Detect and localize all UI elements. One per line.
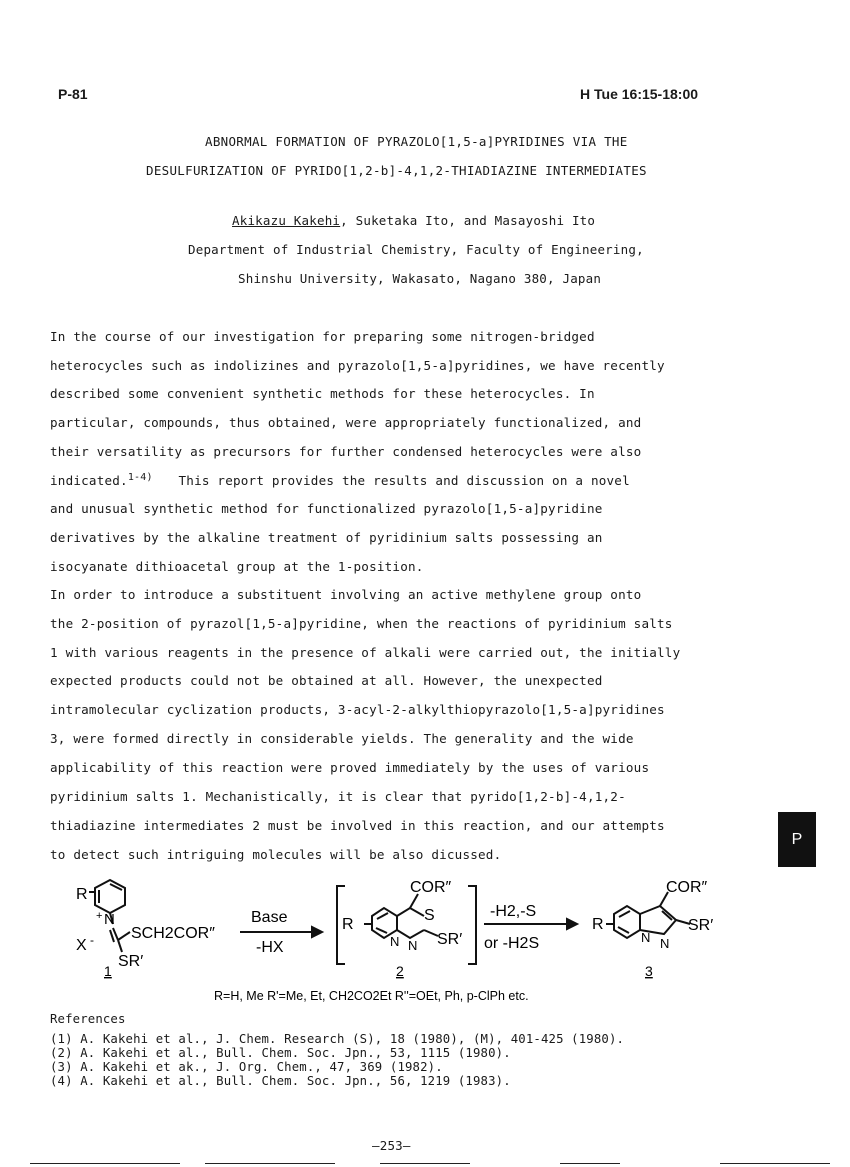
text-fragment: indicated. [50, 473, 128, 489]
text-line: pyridinium salts 1. Mechanistically, it is clear that pyrido[1,2-b]-4,1,2- [50, 789, 626, 804]
text-line: applicability of this reaction were proved immediately by the uses of various [50, 760, 650, 775]
nitrogen-atom: N [408, 938, 418, 953]
text-line: 1 with various reagents in the presence of alkali were carried out, the initially [50, 645, 681, 660]
text-line: derivatives by the alkaline treatment of pyridinium salts possessing an [50, 530, 603, 545]
alternative-reagent: or -H2S [484, 935, 540, 952]
substituent-definitions: R=H, Me R'=Me, Et, CH2CO2Et R''=OEt, Ph, p-ClPh etc. [214, 989, 529, 1003]
plus-charge: + [96, 910, 103, 922]
text-line: described some convenient synthetic methods for these heterocycles. In [50, 386, 595, 401]
substituent-r: R [76, 886, 88, 903]
citation-superscript: 1-4) [127, 472, 153, 483]
text-line: In order to introduce a substituent involving an active methylene group onto [50, 587, 642, 602]
text-line [50, 472, 630, 488]
counter-anion: X [76, 937, 87, 954]
body-paragraph-2 [50, 587, 750, 867]
title-line-1: ABNORMAL FORMATION OF PYRAZOLO[1,5-a]PYRIDINES VIA THE [205, 134, 628, 149]
affiliation-line-1: Department of Industrial Chemistry, Faculty of Engineering, [188, 242, 644, 257]
reaction-scheme [0, 872, 850, 1007]
cor-group: COR″ [666, 879, 708, 896]
text-line: expected products could not be obtained at all. However, the unexpected [50, 673, 603, 688]
presenting-author: Akikazu Kakehi [232, 213, 341, 228]
text-line: 3, were formed directly in considerable yields. The generality and the wide [50, 731, 634, 746]
base-reagent: Base [251, 909, 288, 926]
co-authors: , Suketaka Ito, and Masayoshi Ito [340, 213, 596, 228]
nitrogen-atom: N [390, 934, 400, 949]
page-number: —253— [372, 1138, 411, 1153]
text-line: In the course of our investigation for preparing some nitrogen-bridged [50, 329, 595, 344]
text-line: and unusual synthetic method for functionalized pyrazolo[1,5-a]pyridine [50, 501, 603, 516]
abstract-code: P-81 [58, 86, 88, 102]
sulfur-atom: S [424, 907, 435, 924]
text-line: heterocycles such as indolizines and pyrazolo[1,5-a]pyridines, we have recently [50, 358, 665, 373]
compound-label-2: 2 [396, 963, 404, 979]
pyridine-ring [614, 906, 640, 938]
session-time: H Tue 16:15-18:00 [580, 86, 699, 102]
reference-item: (1) A. Kakehi et al., J. Chem. Research (S), 18 (1980), (M), 401-425 (1980). [50, 1032, 625, 1046]
title-line-2: DESULFURIZATION OF PYRIDO[1,2-b]-4,1,2-THIADIAZINE INTERMEDIATES [146, 163, 647, 178]
cor-group: COR″ [410, 879, 452, 896]
reference-item: (3) A. Kakehi et ak., J. Org. Chem., 47, 369 (1982). [50, 1060, 443, 1074]
text-line: thiadiazine intermediates 2 must be involved in this reaction, and our attempts [50, 818, 665, 833]
reference-item: (4) A. Kakehi et al., Bull. Chem. Soc. Jpn., 56, 1219 (1983). [50, 1074, 511, 1088]
text-line: the 2-position of pyrazol[1,5-a]pyridine, when the reactions of pyridinium salts [50, 616, 673, 631]
text-line: particular, compounds, thus obtained, were appropriately functionalized, and [50, 415, 642, 430]
references-heading: References [50, 1012, 126, 1026]
sr-group: SR′ [118, 953, 144, 970]
desulfurization-reagent: -H2,-S [490, 903, 537, 920]
nitrogen-atom: N [641, 930, 651, 945]
text-line: their versatility as precursors for further condensed heterocycles were also [50, 444, 642, 459]
substituent-r: R [592, 916, 604, 933]
substituent-r: R [342, 916, 354, 933]
text-line: intramolecular cyclization products, 3-acyl-2-alkylthiopyrazolo[1,5-a]pyridines [50, 702, 665, 717]
body-paragraph-1 [50, 329, 750, 589]
sr-group: SR′ [688, 917, 714, 934]
compound-label-3: 3 [645, 963, 653, 979]
bottom-rule [30, 1163, 180, 1164]
author-line [232, 213, 595, 228]
bottom-rule [560, 1163, 620, 1164]
text-fragment: This report provides the results and discussion on a novel [178, 473, 630, 489]
bottom-rule [205, 1163, 335, 1164]
sr-group: SR′ [437, 931, 463, 948]
anion-charge: - [90, 933, 94, 947]
reference-item: (2) A. Kakehi et al., Bull. Chem. Soc. Jpn., 53, 1115 (1980). [50, 1046, 511, 1060]
nitrogen-atom: N [104, 911, 115, 928]
bottom-rule [380, 1163, 470, 1164]
text-line: to detect such intriguing molecules will be also dicussed. [50, 847, 502, 862]
sch2cor-group: SCH2COR″ [131, 925, 215, 942]
section-tab: P [778, 812, 816, 867]
bottom-rule [720, 1163, 830, 1164]
compound-label-1: 1 [104, 963, 112, 979]
text-line: isocyanate dithioacetal group at the 1-position. [50, 559, 424, 574]
hx-elimination: -HX [256, 939, 284, 956]
nitrogen-atom: N [660, 936, 670, 951]
affiliation-line-2: Shinshu University, Wakasato, Nagano 380, Japan [238, 271, 602, 286]
